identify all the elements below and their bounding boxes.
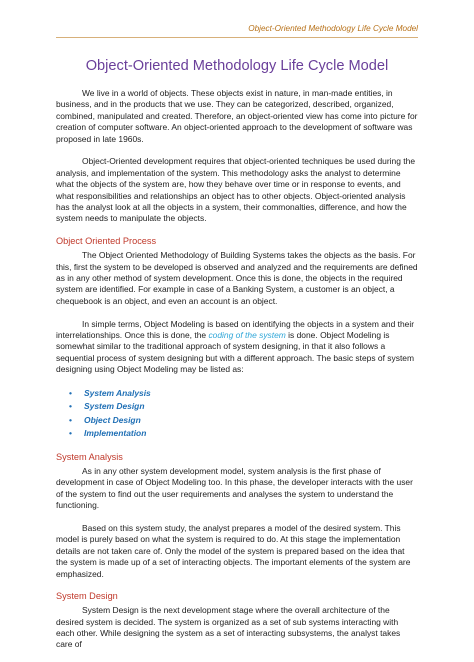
list-item: [56, 427, 418, 440]
header-divider: [56, 37, 418, 38]
process-paragraph-2: [56, 319, 418, 376]
process-text-before-link: In simple terms, Object Modeling is based on identifying the objects in a system and their interrelationships. Once this is done, the: [56, 318, 415, 340]
bullet-icon: •: [69, 414, 72, 425]
step-label: System Design: [84, 401, 145, 412]
analysis-paragraph-1: As in any other system development model, system analysis is the first phase of development in case of Object Modeling too. In this phase, the developer interacts with the user of the system to find out the user requirements and analyses the system to understand the functioning.: [56, 465, 413, 511]
list-item: [56, 414, 418, 427]
bullet-icon: •: [69, 401, 72, 412]
document-body: [56, 88, 418, 662]
list-item: [56, 400, 418, 413]
process-text-after-link: is done. Object Modeling is somewhat similar to the traditional approach of system designing, in that it also follows a sequential process of system designing but with a different approach. The basic steps of system designing using Object Modeling may be listed as:: [56, 329, 415, 375]
document-title: Object-Oriented Methodology Life Cycle Model: [85, 58, 389, 74]
step-label: Implementation: [84, 428, 147, 439]
step-label: Object Design: [84, 414, 141, 425]
process-paragraph-1: The Object Oriented Methodology of Building Systems takes the objects as the basis. For this, first the system to be developed is observed and analyzed and the requirements are defined as in any other method of system development. Once this is done, the objects in the required system are identified. For example in case of a Banking System, a customer is an object, a chequebook is an object, and even an account is an object.: [56, 250, 418, 306]
bullet-icon: •: [69, 428, 72, 439]
running-header: Object-Oriented Methodology Life Cycle Model: [248, 24, 418, 33]
section-heading-process: Object Oriented Process: [56, 236, 157, 247]
design-paragraph-1: System Design is the next development stage where the overall architecture of the desired system is decided. The system is organized as a set of sub systems interacting with each other. While designing the system as a set of interacting subsystems, the analyst takes care of: [56, 605, 401, 650]
list-item: [56, 387, 418, 400]
design-steps-list: [56, 387, 418, 441]
step-label: System Analysis: [84, 388, 151, 398]
bullet-icon: •: [69, 388, 72, 398]
intro-paragraph-2: Object-Oriented development requires that object-oriented techniques be used during the analysis, and implementation of the system. This methodology asks the analyst to determine what the objects of the system are, how they behave over time or in response to events, and what responsibilities and relationships an object has to other objects. Object-oriented analysis has the analyst look at all the objects in a system, their commonalties, difference, and how the system needs to manipulate the objects.: [56, 156, 416, 224]
intro-paragraph-1: We live in a world of objects. These objects exist in nature, in man-made entities, in business, and in the products that we use. They can be categorized, described, organized, combined, manipulated and created. Therefore, an object-oriented view has come into picture for creation of computer software. An object-oriented approach to the development of software was proposed in late 1960s.: [56, 88, 418, 144]
coding-of-the-system-link[interactable]: coding of the system: [208, 329, 286, 340]
section-heading-system-analysis: System Analysis: [56, 452, 123, 463]
section-heading-system-design: System Design: [56, 591, 118, 602]
analysis-paragraph-2: Based on this system study, the analyst prepares a model of the desired system. This model is purely based on what the system is required to do. At this stage the implementation details are not taken care of. Only the model of the system is prepared based on the idea that the system is made up of a set of interacting objects. The important elements of the system are emphasized.: [56, 522, 411, 579]
